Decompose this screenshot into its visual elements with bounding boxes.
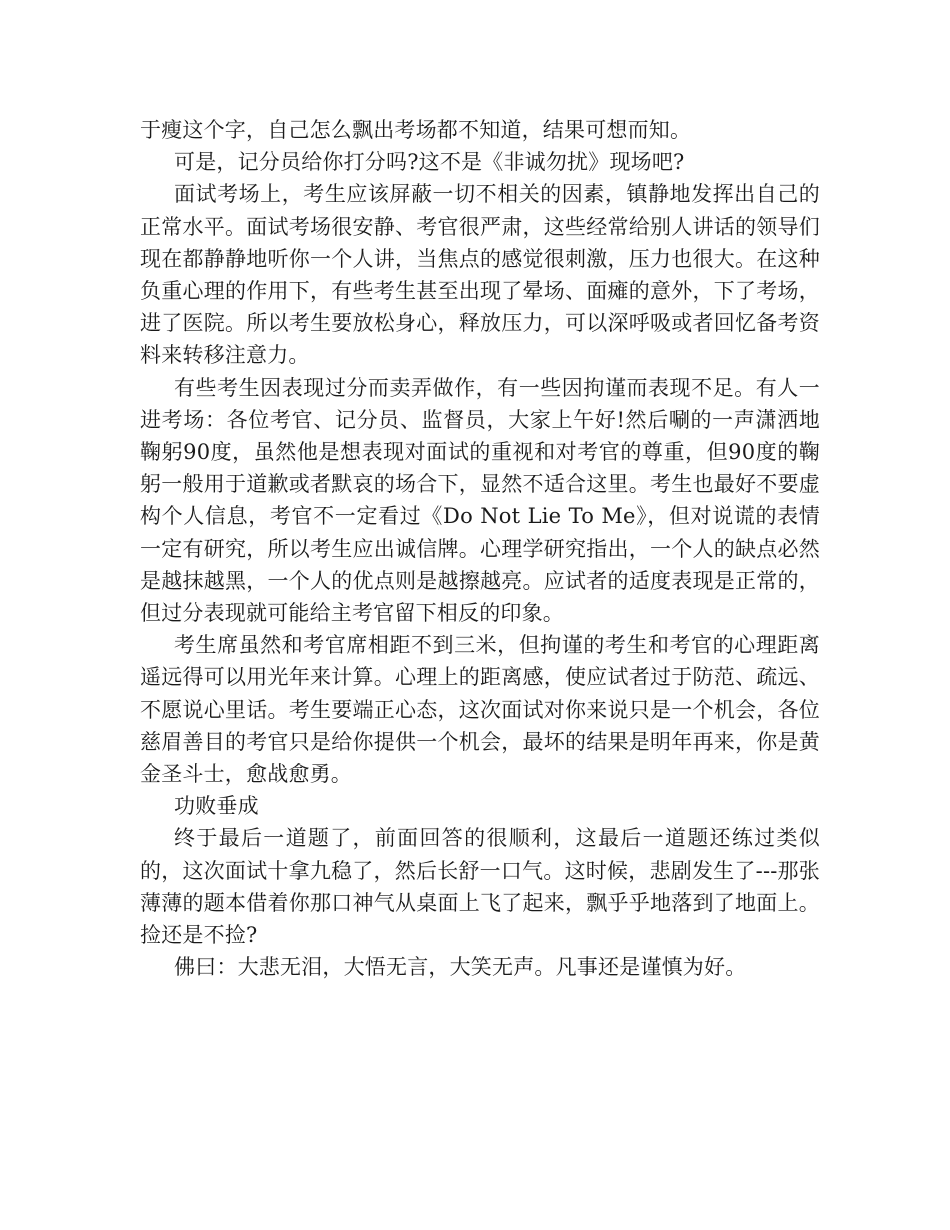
paragraph-over-performance: 有些考生因表现过分而卖弄做作，有一些因拘谨而表现不足。有人一进考场：各位考官、记分员、监督员，大家上午好!然后唰的一声潇洒地鞠躬90度，虽然他是想表现对面试的重视和对考官的尊重，但90度的鞠躬一般用于道歉或者默哀的场合下，显然不适合这里。考生也最好不要虚构个人信息，考官不一定看过《Do Not Lie To Me》，但对说谎的表情一定有研究，所以考生应出诚信牌。心理学研究指出，一个人的缺点必然是越抹越黑，一个人的优点则是越擦越亮。应试者的适度表现是正常的，但过分表现就可能给主考官留下相反的印象。: [140, 375, 820, 626]
paragraph-last-question: 终于最后一道题了，前面回答的很顺利，这最后一道题还练过类似的，这次面试十拿九稳了，然后长舒一口气。这时候，悲剧发生了---那张薄薄的题本借着你那口神气从桌面上飞了起来，飘乎乎地落到了地面上。捡还是不捡?: [140, 826, 820, 948]
paragraph-stay-calm: 面试考场上，考生应该屏蔽一切不相关的因素，镇静地发挥出自己的正常水平。面试考场很安静、考官很严肃，这些经常给别人讲话的领导们现在都静静地听你一个人讲，当焦点的感觉很刺激，压力也很大。在这种负重心理的作用下，有些考生甚至出现了晕场、面瘫的意外，下了考场，进了医院。所以考生要放松身心，释放压力，可以深呼吸或者回忆备考资料来转移注意力。: [140, 182, 820, 368]
paragraph-conclusion: 佛曰：大悲无泪，大悟无言，大笑无声。凡事还是谨慎为好。: [174, 955, 747, 980]
document-body: [140, 114, 820, 983]
paragraph-psychological-distance: 考生席虽然和考官席相距不到三米，但拘谨的考生和考官的心理距离遥远得可以用光年来计算。心理上的距离感，使应试者过于防范、疏远、不愿说心里话。考生要端正心态，这次面试对你来说只是一个机会，各位慈眉善目的考官只是给你提供一个机会，最坏的结果是明年再来，你是黄金圣斗士，愈战愈勇。: [140, 633, 820, 787]
section-heading: 功败垂成: [174, 794, 259, 819]
paragraph-continuation: 于瘦这个字，自己怎么飘出考场都不知道，结果可想而知。: [140, 118, 692, 142]
paragraph-question: 可是，记分员给你打分吗?这不是《非诚勿扰》现场吧?: [174, 150, 685, 175]
